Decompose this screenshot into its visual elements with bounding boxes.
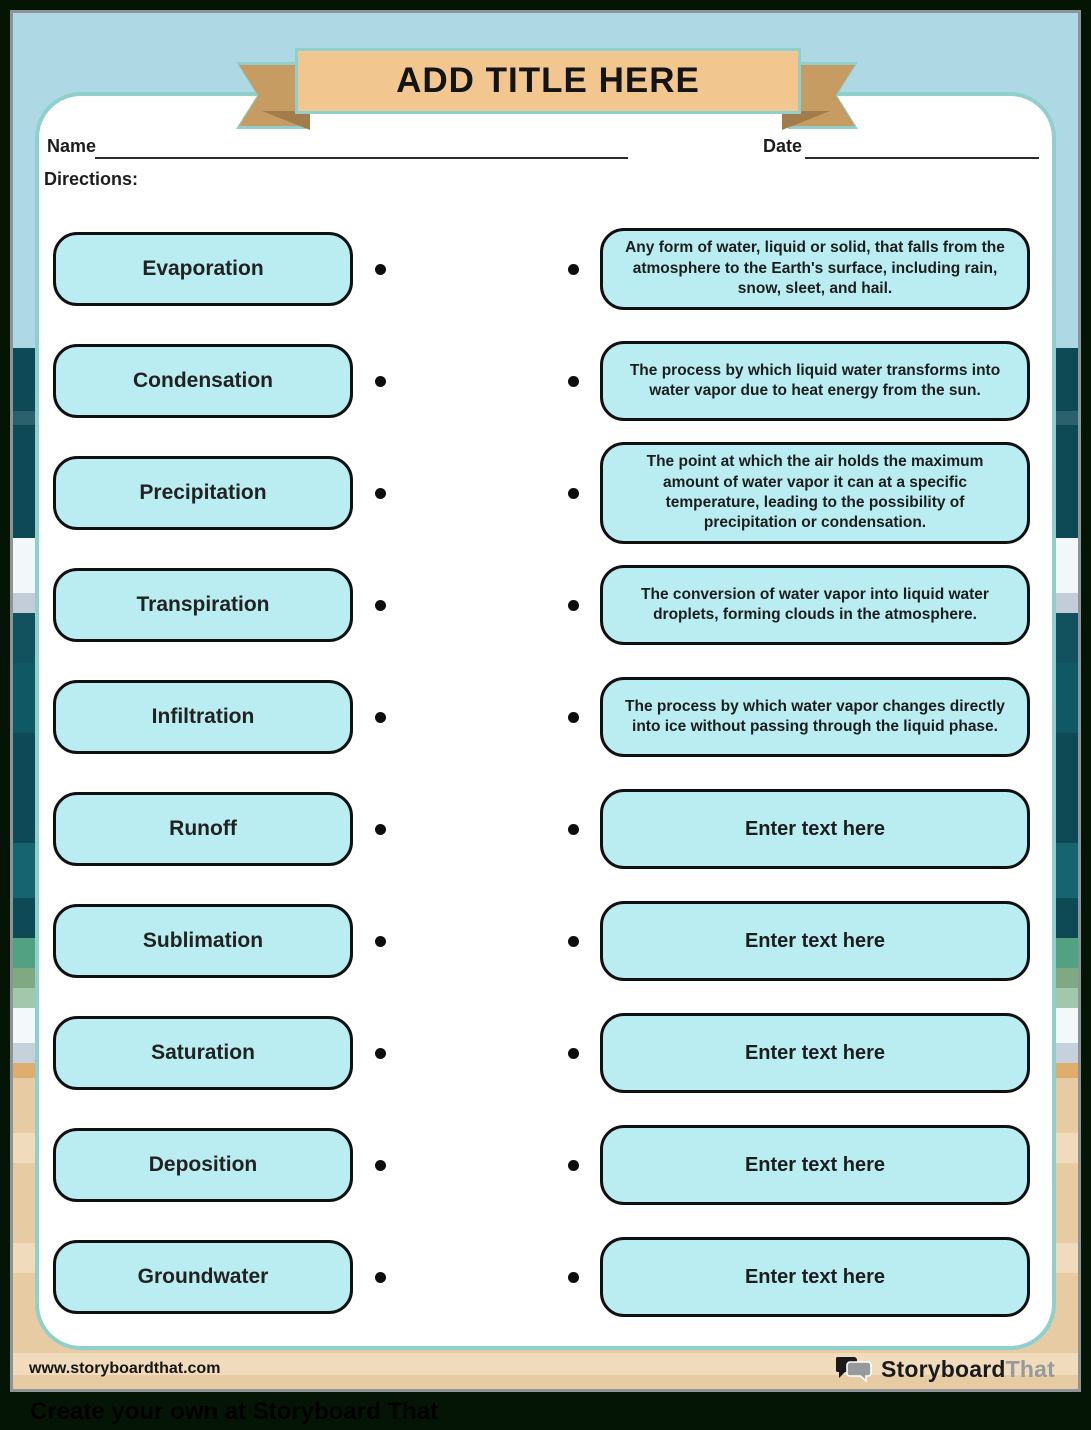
match-row <box>53 1240 1030 1314</box>
term-bullet-cell <box>353 264 407 275</box>
title-banner <box>0 0 1091 140</box>
definition-box[interactable] <box>600 677 1030 757</box>
match-row <box>53 344 1030 418</box>
definition-box[interactable] <box>600 442 1030 544</box>
brand-wordmark <box>881 1356 1055 1383</box>
term-box[interactable] <box>53 792 353 866</box>
definition-box[interactable] <box>600 789 1030 869</box>
definition-text: Enter text here <box>744 1153 886 1176</box>
term-text: Precipitation <box>139 481 267 504</box>
footer-url: www.storyboardthat.com <box>29 1360 221 1377</box>
page-title[interactable]: ADD TITLE HERE <box>396 61 700 100</box>
term-bullet-cell <box>353 824 407 835</box>
match-row <box>53 232 1030 306</box>
match-row <box>53 680 1030 754</box>
term-match-dot <box>375 1272 386 1283</box>
term-box[interactable] <box>53 1128 353 1202</box>
definition-text: The process by which water vapor changes directly into ice without passing through the liquid phase. <box>625 697 1005 735</box>
term-bullet-cell <box>353 1160 407 1171</box>
match-row <box>53 1016 1030 1090</box>
definition-match-dot <box>568 1272 579 1283</box>
match-row <box>53 568 1030 642</box>
definition-text: Enter text here <box>744 1265 886 1288</box>
term-text: Sublimation <box>142 929 264 952</box>
term-bullet-cell <box>353 600 407 611</box>
definition-text: The process by which liquid water transforms into water vapor due to heat energy from the sun. <box>629 361 1001 399</box>
definition-box[interactable] <box>600 228 1030 309</box>
storyboardthat-logo <box>836 1352 1055 1386</box>
term-box[interactable] <box>53 568 353 642</box>
definition-box[interactable] <box>600 1013 1030 1093</box>
term-match-dot <box>375 264 386 275</box>
definition-text: Enter text here <box>744 1041 886 1064</box>
term-bullet-cell <box>353 712 407 723</box>
term-text: Deposition <box>148 1153 258 1176</box>
term-match-dot <box>375 376 386 387</box>
definition-match-dot <box>568 824 579 835</box>
term-box[interactable] <box>53 344 353 418</box>
definition-bullet-cell <box>546 824 600 835</box>
term-box[interactable] <box>53 904 353 978</box>
date-fill-line <box>805 157 1039 159</box>
definition-bullet-cell <box>546 712 600 723</box>
term-box[interactable] <box>53 1240 353 1314</box>
term-match-dot <box>375 936 386 947</box>
definition-match-dot <box>568 712 579 723</box>
term-bullet-cell <box>353 1272 407 1283</box>
term-bullet-cell <box>353 936 407 947</box>
definition-text: Any form of water, liquid or solid, that falls from the atmosphere to the Earth's surface, including rain, snow, sleet, and hail. <box>625 239 1005 298</box>
definition-match-dot <box>568 264 579 275</box>
match-row <box>53 792 1030 866</box>
term-text: Infiltration <box>151 705 255 728</box>
definition-bullet-cell <box>546 600 600 611</box>
term-box[interactable] <box>53 232 353 306</box>
definition-bullet-cell <box>546 264 600 275</box>
name-fill-line <box>95 157 628 159</box>
match-row <box>53 1128 1030 1202</box>
bottom-note: Create your own at Storyboard That <box>30 1398 439 1425</box>
term-text: Groundwater <box>137 1265 269 1288</box>
banner-title-box[interactable] <box>295 48 801 114</box>
match-rows <box>53 232 1030 1314</box>
term-text: Condensation <box>133 369 273 392</box>
term-match-dot <box>375 1048 386 1059</box>
term-text: Evaporation <box>142 257 264 280</box>
definition-match-dot <box>568 1048 579 1059</box>
term-box[interactable] <box>53 680 353 754</box>
definition-text: Enter text here <box>744 929 886 952</box>
definition-match-dot <box>568 488 579 499</box>
term-text: Transpiration <box>136 593 270 616</box>
definition-text: The point at which the air holds the maximum amount of water vapor it can at a specific temperature, leading to the possibility of precipitation or condensation. <box>646 453 984 532</box>
brand-that: That <box>1005 1355 1055 1382</box>
term-bullet-cell <box>353 376 407 387</box>
term-match-dot <box>375 1160 386 1171</box>
definition-match-dot <box>568 600 579 611</box>
definition-bullet-cell <box>546 488 600 499</box>
speech-bubbles-icon <box>836 1355 874 1383</box>
definition-bullet-cell <box>546 936 600 947</box>
term-text: Runoff <box>169 817 237 840</box>
definition-bullet-cell <box>546 1272 600 1283</box>
term-bullet-cell <box>353 488 407 499</box>
term-bullet-cell <box>353 1048 407 1059</box>
term-box[interactable] <box>53 1016 353 1090</box>
definition-bullet-cell <box>546 1048 600 1059</box>
match-row <box>53 453 1030 532</box>
term-match-dot <box>375 712 386 723</box>
term-match-dot <box>375 600 386 611</box>
definition-text: The conversion of water vapor into liquid water droplets, forming clouds in the atmosphere. <box>641 585 989 623</box>
definition-match-dot <box>568 376 579 387</box>
name-label: Name <box>47 136 97 156</box>
definition-match-dot <box>568 1160 579 1171</box>
brand-storyboard: Storyboard <box>880 1355 1006 1382</box>
definition-box[interactable] <box>600 901 1030 981</box>
definition-bullet-cell <box>546 376 600 387</box>
definition-box[interactable] <box>600 565 1030 645</box>
definition-box[interactable] <box>600 341 1030 421</box>
definition-box[interactable] <box>600 1125 1030 1205</box>
match-row <box>53 904 1030 978</box>
term-match-dot <box>375 488 386 499</box>
definition-text: Enter text here <box>744 817 886 840</box>
term-text: Saturation <box>151 1041 255 1064</box>
term-box[interactable] <box>53 456 353 530</box>
definition-box[interactable] <box>600 1237 1030 1317</box>
term-match-dot <box>375 824 386 835</box>
definition-match-dot <box>568 936 579 947</box>
directions-label: Directions: <box>44 169 139 189</box>
definition-bullet-cell <box>546 1160 600 1171</box>
date-label: Date <box>763 136 803 156</box>
